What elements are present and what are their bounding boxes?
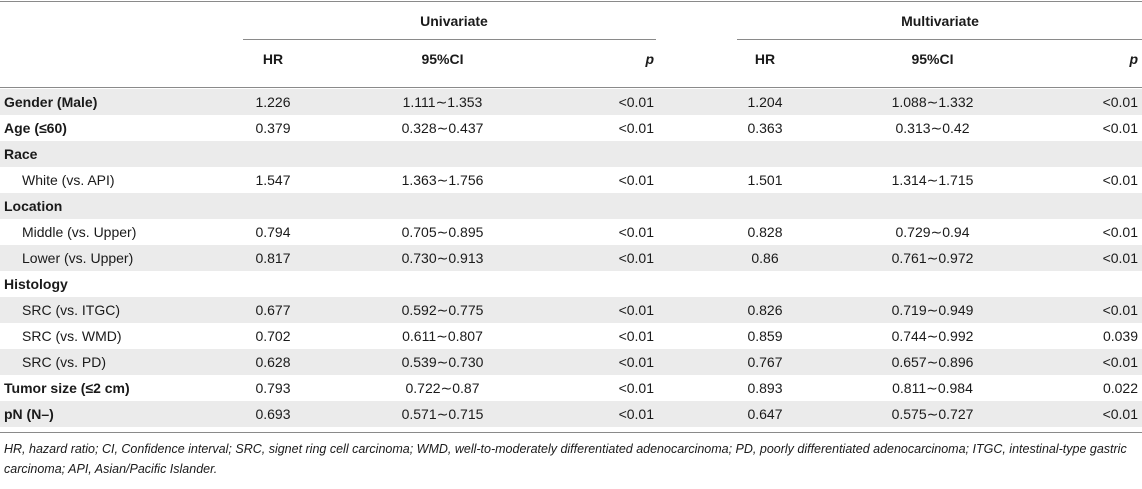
table-row	[0, 89, 1142, 115]
cell-multi-p	[1020, 193, 1138, 219]
table-row	[0, 141, 1142, 167]
cell-uni-hr: 0.794	[255, 224, 291, 240]
cell-multi-hr: 0.859	[747, 328, 783, 344]
table-row	[0, 297, 1142, 323]
cell-uni-ci: 1.111∼1.353	[402, 94, 483, 110]
cell-uni-p: <0.01	[618, 354, 654, 370]
cell-uni-hr: 0.793	[255, 380, 291, 396]
cell-multi-p	[1020, 141, 1138, 167]
cell-multi-ci: 0.811∼0.984	[892, 380, 973, 396]
cell-multi-ci	[855, 193, 1010, 219]
table-row	[0, 323, 1142, 349]
cell-multi-p: <0.01	[1102, 172, 1138, 188]
cell-multi-ci: 1.088∼1.332	[891, 94, 974, 110]
cell-multi-hr: 0.647	[747, 406, 783, 422]
cell-multi-hr: 0.86	[751, 250, 779, 266]
table-row	[0, 115, 1142, 141]
col-header-multi-p: p	[1129, 51, 1138, 67]
cell-multi-ci: 0.761∼0.972	[891, 250, 974, 266]
cell-multi-hr: 0.828	[747, 224, 783, 240]
cell-uni-p	[540, 141, 654, 167]
cell-uni-ci: 0.705∼0.895	[401, 224, 484, 240]
cell-multi-hr: 1.204	[747, 94, 783, 110]
cell-uni-hr: 0.379	[255, 120, 291, 136]
cell-multi-p: <0.01	[1102, 250, 1138, 266]
cell-uni-ci: 0.722∼0.87	[405, 380, 480, 396]
row-label: Gender (Male)	[4, 94, 98, 110]
cell-uni-p: <0.01	[618, 120, 654, 136]
cell-uni-p: <0.01	[618, 380, 654, 396]
cell-multi-hr: 1.501	[747, 172, 783, 188]
table-row	[0, 167, 1142, 193]
col-header-uni-ci: 95%CI	[421, 51, 464, 67]
cell-multi-p: <0.01	[1102, 224, 1138, 240]
cell-uni-ci	[365, 193, 520, 219]
row-label: Age (≤60)	[4, 120, 67, 136]
row-label: White (vs. API)	[22, 172, 115, 188]
cell-uni-hr: 0.702	[255, 328, 291, 344]
bottom-rule	[0, 432, 1142, 433]
univariate-underline	[243, 39, 656, 40]
cell-multi-p: <0.01	[1102, 302, 1138, 318]
row-label: SRC (vs. PD)	[22, 354, 106, 370]
cell-uni-p: <0.01	[618, 250, 654, 266]
cell-multi-ci	[855, 271, 1010, 297]
cell-multi-ci: 0.575∼0.727	[891, 406, 974, 422]
cell-uni-hr: 1.547	[255, 172, 291, 188]
cell-multi-hr: 0.767	[747, 354, 783, 370]
cell-multi-hr	[745, 141, 785, 167]
multivariate-underline	[737, 39, 1142, 40]
cell-uni-hr	[253, 193, 293, 219]
cell-uni-ci	[365, 141, 520, 167]
cell-multi-hr: 0.826	[747, 302, 783, 318]
cell-multi-hr: 0.893	[747, 380, 783, 396]
cell-uni-hr: 0.628	[255, 354, 291, 370]
table-row	[0, 219, 1142, 245]
row-label: Middle (vs. Upper)	[22, 224, 137, 240]
group-header-univariate: Univariate	[420, 13, 488, 29]
cell-multi-ci: 1.314∼1.715	[891, 172, 974, 188]
row-label: Lower (vs. Upper)	[22, 250, 134, 266]
col-header-uni-hr: HR	[262, 51, 284, 67]
cell-uni-hr	[253, 271, 293, 297]
cell-uni-hr: 0.817	[255, 250, 291, 266]
cell-uni-ci	[365, 271, 520, 297]
row-label: pN (N–)	[4, 406, 54, 422]
col-header-multi-ci: 95%CI	[911, 51, 954, 67]
cell-uni-hr: 0.677	[255, 302, 291, 318]
cell-uni-p: <0.01	[618, 172, 654, 188]
cell-uni-p: <0.01	[618, 302, 654, 318]
col-header-uni-p: p	[645, 51, 654, 67]
cell-uni-p: <0.01	[618, 328, 654, 344]
cell-multi-p	[1020, 271, 1138, 297]
row-label: SRC (vs. WMD)	[22, 328, 122, 344]
table-row	[0, 193, 1142, 219]
cell-uni-ci: 0.539∼0.730	[401, 354, 484, 370]
table-row	[0, 245, 1142, 271]
cell-multi-ci: 0.313∼0.42	[895, 120, 970, 136]
cell-uni-ci: 0.328∼0.437	[401, 120, 484, 136]
row-label: Tumor size (≤2 cm)	[4, 380, 130, 396]
cell-multi-ci: 0.744∼0.992	[891, 328, 974, 344]
table-row	[0, 271, 1142, 297]
cell-uni-hr: 0.693	[255, 406, 291, 422]
cell-uni-p: <0.01	[618, 406, 654, 422]
cell-uni-ci: 0.611∼0.807	[402, 328, 483, 344]
col-header-multi-hr: HR	[754, 51, 776, 67]
group-header-multivariate: Multivariate	[901, 13, 979, 29]
cell-uni-hr	[253, 141, 293, 167]
row-label: Race	[4, 146, 38, 162]
cell-uni-ci: 0.571∼0.715	[401, 406, 484, 422]
table-row	[0, 375, 1142, 401]
cell-uni-hr: 1.226	[255, 94, 291, 110]
cell-multi-hr	[745, 271, 785, 297]
row-label: Histology	[4, 276, 68, 292]
cell-multi-ci: 0.729∼0.94	[895, 224, 970, 240]
cell-multi-ci: 0.719∼0.949	[891, 302, 974, 318]
cell-uni-ci: 0.730∼0.913	[401, 250, 484, 266]
cell-uni-p: <0.01	[618, 224, 654, 240]
cell-multi-p: <0.01	[1102, 354, 1138, 370]
cell-multi-p: <0.01	[1102, 120, 1138, 136]
cell-multi-p: 0.039	[1102, 328, 1138, 344]
cell-multi-ci: 0.657∼0.896	[891, 354, 974, 370]
cell-uni-ci: 0.592∼0.775	[401, 302, 484, 318]
cell-multi-hr	[745, 193, 785, 219]
cell-multi-p: 0.022	[1102, 380, 1138, 396]
cell-multi-p: <0.01	[1102, 94, 1138, 110]
cell-multi-p: <0.01	[1102, 406, 1138, 422]
row-label: SRC (vs. ITGC)	[22, 302, 120, 318]
row-label: Location	[4, 198, 63, 214]
header-bottom-rule	[0, 87, 1142, 88]
cell-uni-ci: 1.363∼1.756	[401, 172, 484, 188]
top-rule	[0, 1, 1142, 2]
cell-uni-p	[540, 193, 654, 219]
cell-uni-p: <0.01	[618, 94, 654, 110]
table-row	[0, 401, 1142, 427]
cell-multi-hr: 0.363	[747, 120, 783, 136]
table-footnote: HR, hazard ratio; CI, Confidence interval; SRC, signet ring cell carcinoma; WMD, well-to-moderately differentiated adenocarcinoma; PD, poorly differentiated adenocarcinoma; ITGC, intestinal-type gastric carcinoma; API, Asian/Pacific Islander.	[4, 442, 1127, 476]
cell-multi-ci	[855, 141, 1010, 167]
cell-uni-p	[540, 271, 654, 297]
table-row	[0, 349, 1142, 375]
